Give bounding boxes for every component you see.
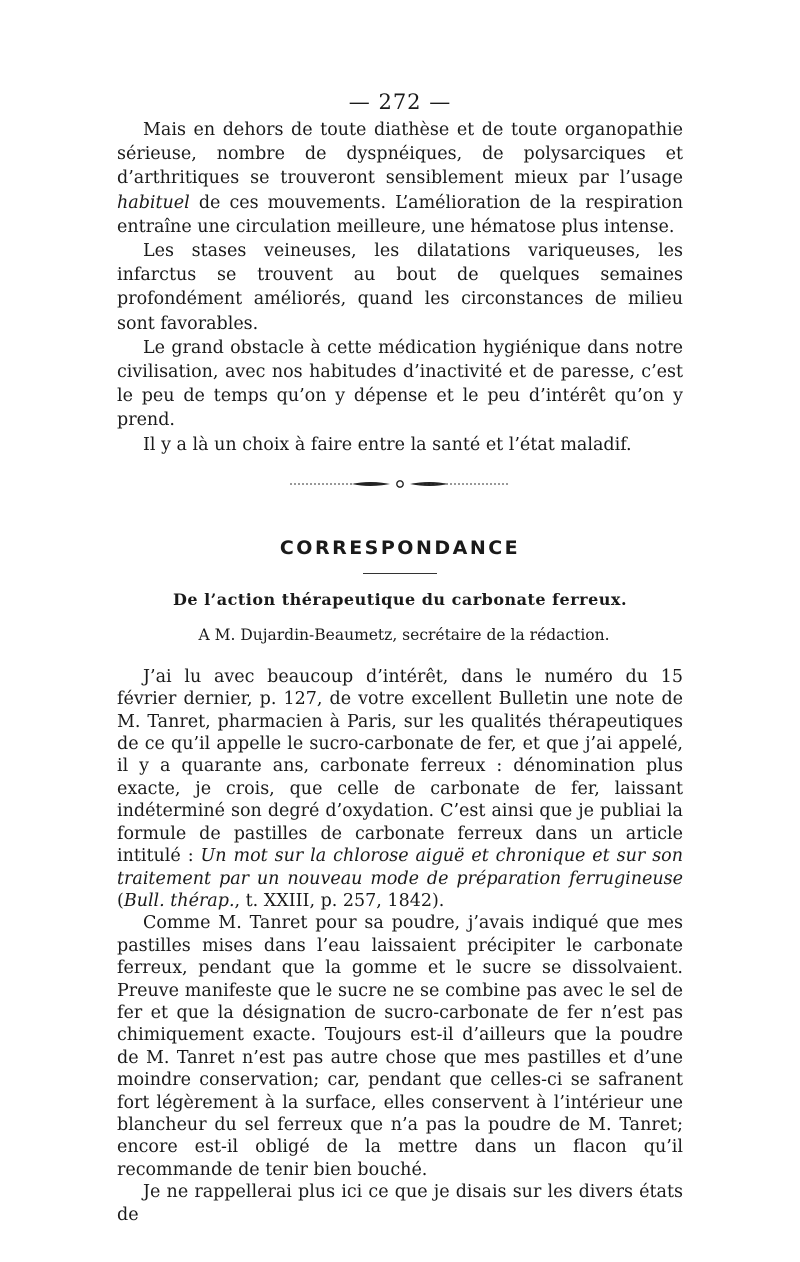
book-page (117, 88, 683, 1226)
intro-paragraph-3: Le grand obstacle à cette médication hygiénique dans notre civilisation, avec nos habitudes d’inactivité et de paresse, c’est le peu de temps qu’on y dépense et le peu d’intérêt qu’on y prend. (117, 337, 683, 431)
cited-article-title: Un mot sur la chlorose aiguë et chronique et sur son traitement par un nouveau mode de préparation ferrugineuse (117, 846, 683, 889)
letter-body (117, 666, 683, 1226)
letter-paragraph-3: Je ne rappellerai plus ici ce que je disais sur les divers états de (117, 1182, 683, 1225)
intro-paragraph-4: Il y a là un choix à faire entre la santé et l’état maladif. (143, 434, 632, 455)
letter-paragraph-2: Comme M. Tanret pour sa poudre, j’avais indiqué que mes pastilles mises dans l’eau laissaient précipiter le carbonate ferreux, pendant que la gomme et le sucre se dissolvaient. Preuve manifeste que le sucre ne se combine pas avec le sel de fer et que la désignation de sucro-carbonate de fer n’est pas chimiquement exacte. Toujours est-il d’ailleurs que la poudre de M. Tanret n’est pas autre chose que mes pastilles et d’une moindre conservation; car, pendant que celles-ci se safranent fort légèrement à la surface, elles conservent à l’intérieur une blancheur du sel ferreux que n’a pas la poudre de M. Tanret; encore est-il obligé de la mettre dans un flacon qu’il recommande de tenir bien bouché. (117, 913, 683, 1180)
article-title: De l’action thérapeutique du carbonate ferreux. (172, 589, 628, 609)
intro-paragraph-2: Les stases veineuses, les dilatations variqueuses, les infarctus se trouvent au bout de quelques semaines profondément améliorés, quand les circonstances de milieu sont favorables. (117, 241, 683, 334)
emphasis-habituel: habituel (117, 192, 190, 213)
ornamental-separator (290, 477, 510, 491)
cited-journal: Bull. thérap. (123, 890, 235, 911)
section-title: CORRESPONDANCE (279, 536, 521, 559)
intro-text (117, 118, 683, 457)
letter-paragraph-1: J’ai lu avec beaucoup d’intérêt, dans le numéro du 15 février dernier, p. 127, de votre excellent Bulletin une note de M. Tanret, pharmacien à Paris, sur les qualités thérapeutiques de ce qu’il appelle le sucro-carbonate de fer, et que j’ai appelé, il y a quarante ans, carbonate ferreux : dénomination plus exacte, je crois, que celle de carbonate de fer, laissant indéterminé son degré d’oxydation. C’est ainsi que je publiai la formule de pastilles de carbonate ferreux dans un article intitulé : Un mot sur la chlorose aiguë et chronique et sur son traitement par un nouveau mode de préparation ferrugineuse (Bull. thérap., t. XXIII, p. 257, 1842). (117, 666, 683, 911)
title-rule (363, 573, 437, 574)
page-number: — 272 — (348, 90, 452, 114)
addressee-line: A M. Dujardin-Beaumetz, secrétaire de la rédaction. (198, 625, 610, 644)
intro-paragraph-1: Mais en dehors de toute diathèse et de toute organopathie sérieuse, nombre de dyspnéiques, de polysarciques et d’arthritiques se trouveront sensiblement mieux par l’usage habituel de ces mouvements. L’amélioration de la respiration entraîne une circulation meilleure, une hématose plus intense. (117, 120, 683, 237)
